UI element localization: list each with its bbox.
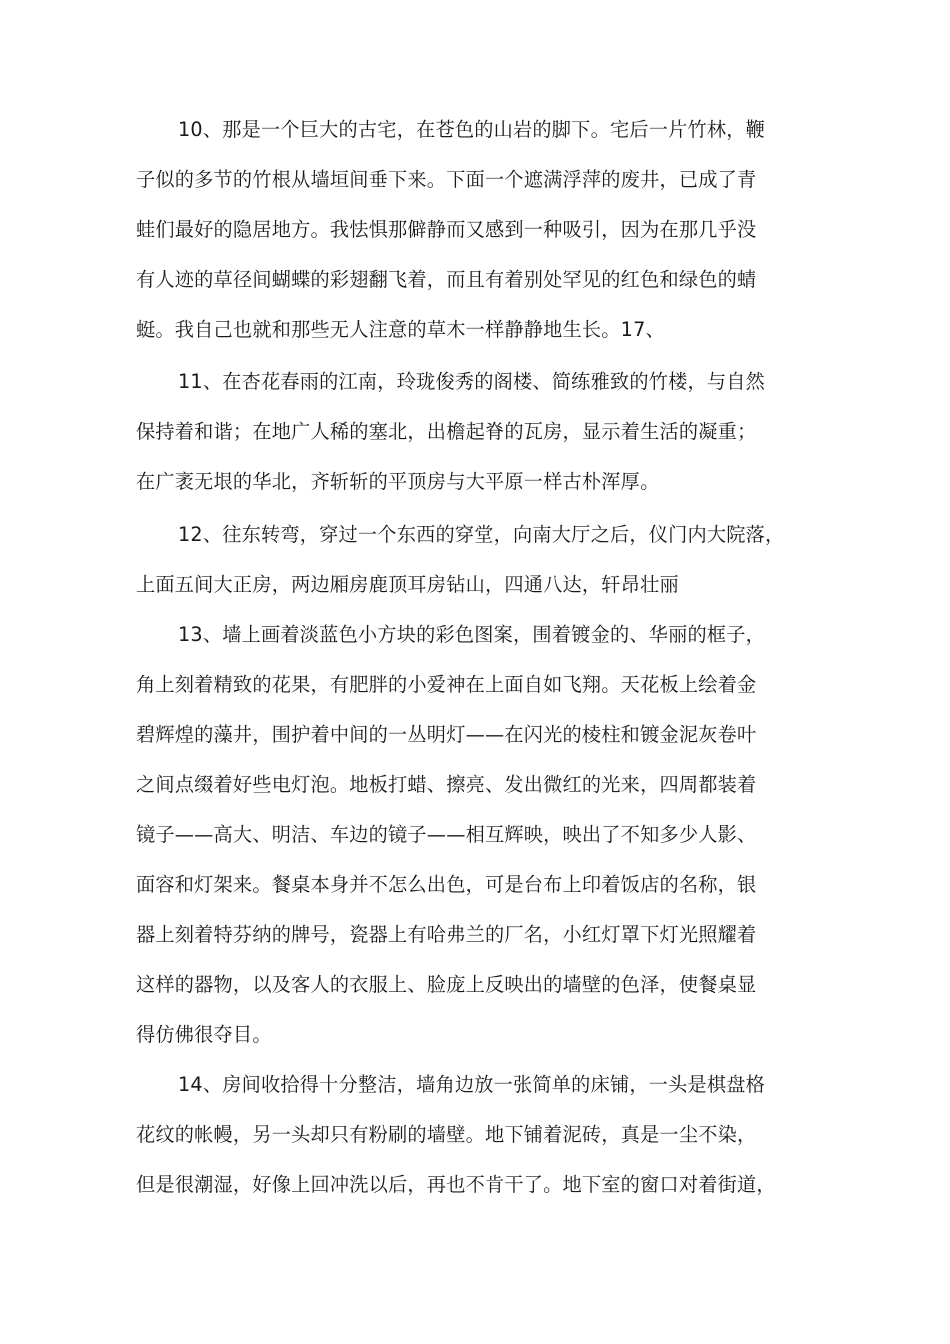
paragraph-12 <box>136 510 836 610</box>
text-line: 子似的多节的竹根从墙垣间垂下来。下面一个遮满浮萍的废井，已成了青 <box>136 168 757 191</box>
text-line: 面容和灯架来。餐桌本身并不怎么出色，可是台布上印着饭店的名称，银 <box>136 873 757 896</box>
text-line: 13、墙上画着淡蓝色小方块的彩色图案，围着镀金的、华丽的框子， <box>178 623 766 646</box>
text-line: 12、往东转弯，穿过一个东西的穿堂，向南大厅之后，仪门内大院落， <box>178 523 785 546</box>
text-line: 10、那是一个巨大的古宅，在苍色的山岩的脚下。宅后一片竹林，鞭 <box>178 118 766 141</box>
text-line: 11、在杏花春雨的江南，玲珑俊秀的阁楼、简练雅致的竹楼，与自然 <box>178 370 766 393</box>
text-line: 镜子——高大、明洁、车边的镜子——相互辉映，映出了不知多少人影、 <box>136 823 757 846</box>
text-line: 蜓。我自己也就和那些无人注意的草木一样静静地生长。17、 <box>136 318 665 341</box>
text-line: 这样的器物，以及客人的衣服上、脸庞上反映出的墙壁的色泽，使餐桌显 <box>136 973 757 996</box>
text-line: 之间点缀着好些电灯泡。地板打蜡、擦亮、发出微红的光来，四周都装着 <box>136 773 757 796</box>
paragraph-13 <box>136 610 836 1060</box>
paragraph-11 <box>136 357 836 507</box>
text-line: 上面五间大正房，两边厢房鹿顶耳房钻山，四通八达，轩昂壮丽 <box>136 573 679 596</box>
text-line: 碧辉煌的藻井，围护着中间的一丛明灯——在闪光的棱柱和镀金泥灰卷叶 <box>136 723 757 746</box>
text-line: 得仿佛很夺目。 <box>136 1023 272 1046</box>
text-line: 有人迹的草径间蝴蝶的彩翅翻飞着，而且有着别处罕见的红色和绿色的蜻 <box>136 268 757 291</box>
text-line: 保持着和谐；在地广人稀的塞北，出檐起脊的瓦房，显示着生活的凝重； <box>136 420 757 443</box>
text-line: 角上刻着精致的花果，有肥胖的小爱神在上面自如飞翔。天花板上绘着金 <box>136 673 757 696</box>
paragraph-14 <box>136 1060 836 1210</box>
text-line: 14、房间收拾得十分整洁，墙角边放一张简单的床铺，一头是棋盘格 <box>178 1073 766 1096</box>
text-line: 花纹的帐幔，另一头却只有粉刷的墙壁。地下铺着泥砖，真是一尘不染， <box>136 1123 757 1146</box>
text-line: 器上刻着特芬纳的牌号，瓷器上有哈弗兰的厂名，小红灯罩下灯光照耀着 <box>136 923 757 946</box>
text-line: 但是很潮湿，好像上回冲洗以后，再也不肯干了。地下室的窗口对着街道， <box>136 1173 776 1196</box>
paragraph-10 <box>136 105 836 355</box>
text-line: 在广袤无垠的华北，齐斩斩的平顶房与大平原一样古朴浑厚。 <box>136 470 660 493</box>
text-line: 蛙们最好的隐居地方。我怯惧那僻静而又感到一种吸引，因为在那几乎没 <box>136 218 757 241</box>
